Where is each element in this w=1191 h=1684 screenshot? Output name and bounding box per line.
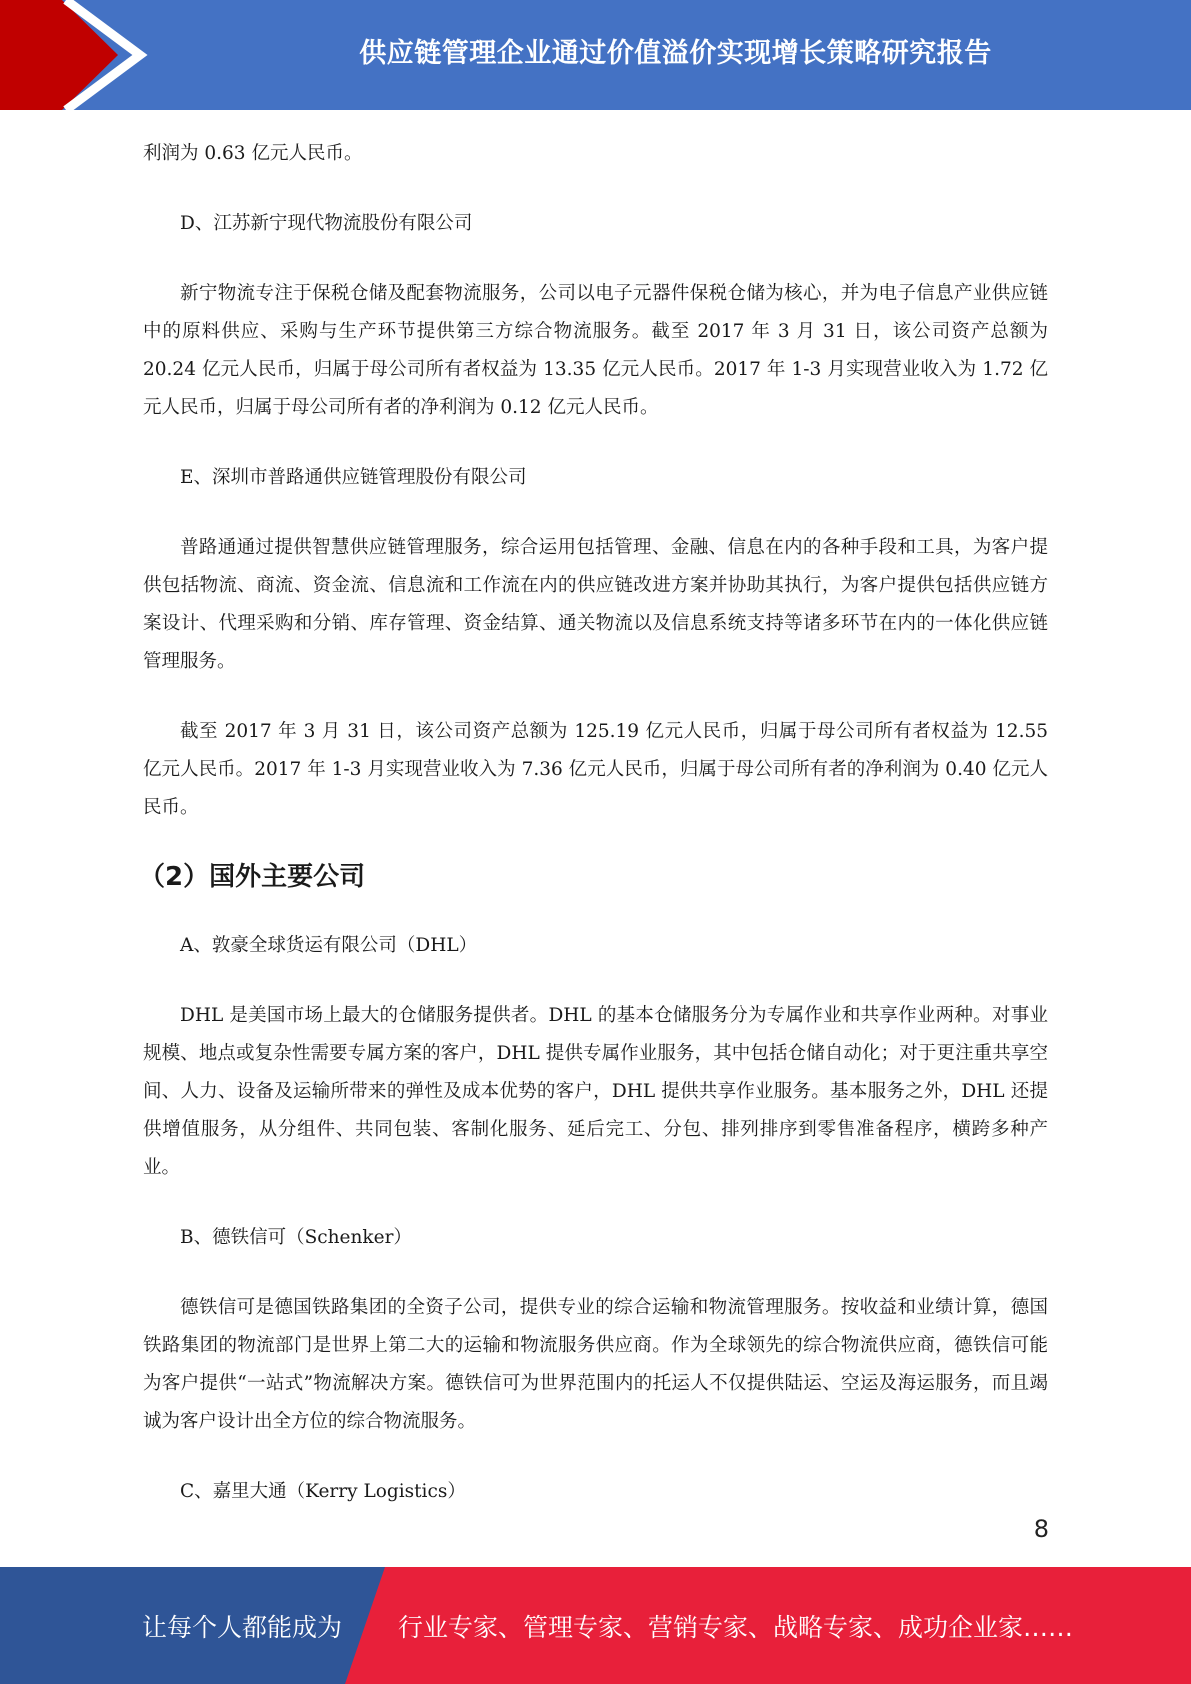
- company-a-paragraph: DHL 是美国市场上最大的仓储服务提供者。DHL 的基本仓储服务分为专属作业和共享作业两种。对事业规模、地点或复杂性需要专属方案的客户，DHL 提供专属作业服务，其中包括仓储自动化；对于更注重共享空间、人力、设备及运输所带来的弹性及成本优势的客户，DHL 提供共享作业服务。基本服务之外，DHL 还提供增值服务，从分组件、共同包装、客制化服务、延后完工、分包、排列排序到零售准备程序，横跨多种产业。: [143, 1005, 1048, 1178]
- page-footer: [0, 1567, 1191, 1684]
- company-e-paragraph-1: 普路通通过提供智慧供应链管理服务，综合运用包括管理、金融、信息在内的各种手段和工具，为客户提供包括物流、商流、资金流、信息流和工作流在内的供应链改进方案并协助其执行，为客户提供包括供应链方案设计、代理采购和分销、库存管理、资金结算、通关物流以及信息系统支持等诸多环节在内的一体化供应链管理服务。: [143, 537, 1048, 672]
- company-e-paragraph-2: 截至 2017 年 3 月 31 日，该公司资产总额为 125.19 亿元人民币，归属于母公司所有者权益为 12.55 亿元人民币。2017 年 1-3 月实现营业收入为 7.36 亿元人民币，归属于母公司所有者的净利润为 0.40 亿元人民币。: [143, 721, 1048, 818]
- paragraph-intro: 利润为 0.63 亿元人民币。: [143, 143, 363, 164]
- company-d-title: D、江苏新宁现代物流股份有限公司: [180, 213, 473, 234]
- footer-slogan-right: 行业专家、管理专家、营销专家、战略专家、成功企业家……: [398, 1612, 1074, 1642]
- company-b-paragraph: 德铁信可是德国铁路集团的全资子公司，提供专业的综合运输和物流管理服务。按收益和业绩计算，德国铁路集团的物流部门是世界上第二大的运输和物流服务供应商。作为全球领先的综合物流供应商，德铁信可能为客户提供“一站式”物流解决方案。德铁信可为世界范围内的托运人不仅提供陆运、空运及海运服务，而且竭诚为客户设计出全方位的综合物流服务。: [143, 1297, 1048, 1432]
- report-title: 供应链管理企业通过价值溢价实现增长策略研究报告: [359, 37, 992, 69]
- company-e-title: E、深圳市普路通供应链管理股份有限公司: [180, 467, 527, 488]
- page-header: [0, 0, 1191, 110]
- company-b-title: B、德铁信可（Schenker）: [180, 1227, 412, 1248]
- section-heading: （2）国外主要公司: [139, 862, 366, 892]
- company-c-title: C、嘉里大通（Kerry Logistics）: [180, 1481, 466, 1502]
- company-a-title: A、敦豪全球货运有限公司（DHL）: [180, 935, 478, 956]
- footer-slogan-left: 让每个人都能成为: [142, 1612, 343, 1642]
- page-number: 8: [1033, 1515, 1049, 1543]
- company-d-paragraph: 新宁物流专注于保税仓储及配套物流服务，公司以电子元器件保税仓储为核心，并为电子信息产业供应链中的原料供应、采购与生产环节提供第三方综合物流服务。截至 2017 年 3 月 31 日，该公司资产总额为 20.24 亿元人民币，归属于母公司所有者权益为 13.35 亿元人民币。2017 年 1-3 月实现营业收入为 1.72 亿元人民币，归属于母公司所有者的净利润为 0.12 亿元人民币。: [143, 283, 1048, 418]
- header-arrow-graphic: [0, 0, 160, 110]
- document-body: [139, 135, 1048, 1511]
